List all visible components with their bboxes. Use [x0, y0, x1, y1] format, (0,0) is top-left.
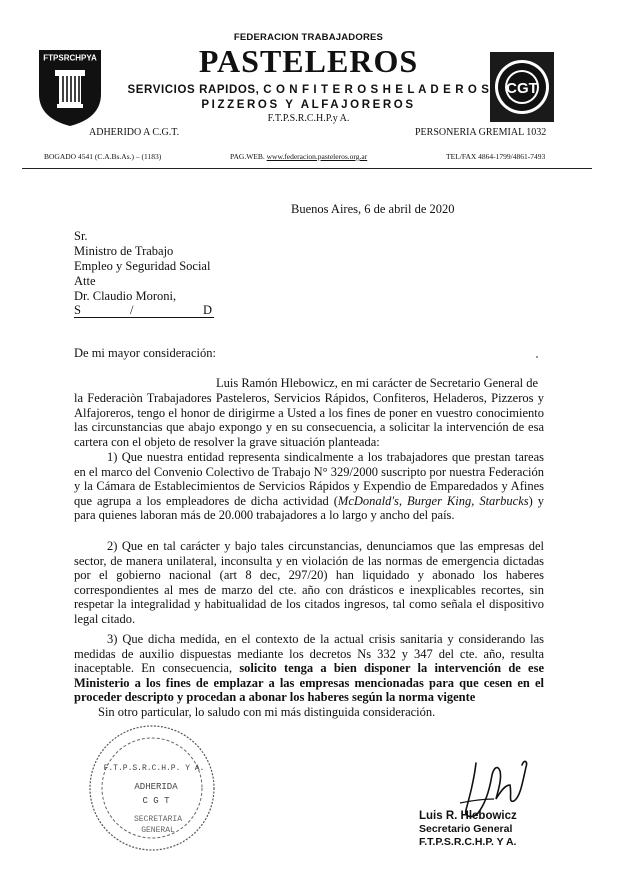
sd-line	[74, 303, 214, 318]
scan-speck	[536, 356, 538, 358]
signature-org: F.T.P.S.R.C.H.P. Y A.	[419, 836, 517, 848]
signature-block	[419, 810, 517, 849]
signature-name: Luis R. Hlebowicz	[419, 810, 517, 822]
seal-line-1: F.T.P.S.R.C.H.P. Y A.	[103, 764, 205, 773]
cgt-logo	[490, 52, 554, 122]
paragraph-3-text: 3) Que dicha medida, en el contexto de la actual crisis sanitaria y considerando las medidas de auxilio dispuestas mediante los decretos Ns 332 y 347 del cte. año, resulta inaceptable. En consecuencia,	[74, 632, 544, 676]
recipient-line-3: Empleo y Seguridad Social	[74, 259, 211, 273]
paragraph-2	[74, 539, 544, 627]
telephone: TEL/FAX 4864-1799/4861-7493	[446, 152, 546, 161]
address: BOGADO 4541 (C.A.Bs.As.) – (1183)	[44, 152, 162, 161]
paragraph-1-italic: McDonald's, Burger King, Starbucks	[337, 493, 529, 508]
personeria-label: PERSONERIA GREMIAL 1032	[415, 127, 547, 138]
paragraph-1	[74, 450, 544, 523]
sd-d: D	[202, 303, 212, 317]
intro-paragraph-text: la Federaciòn Trabajadores Pasteleros, Servicios Rápidos, Confiteros, Heladeros, Pizzeros y Alfajoreros, tengo el honor de dirigirme a Usted a los fines de poner en vuestro conocimiento las circunstancias que abajo expongo y en su consecuencia, a solicitar la intervención de esa cartera con el objeto de resolver la grave situación planteada:	[74, 391, 544, 449]
brand-title: PASTELEROS	[198, 43, 419, 79]
union-shield-logo	[37, 48, 103, 128]
seal-line-2: ADHERIDA	[134, 782, 178, 792]
logo-left-text: FTPSRCHPYA	[43, 53, 97, 63]
seal-line-4: SECRETARIA	[133, 815, 183, 824]
subtitle-line-1: SERVICIOS RAPIDOS, C O N F I T E R O S H E L A D E R O S	[127, 84, 490, 96]
stamp-seal	[86, 720, 218, 855]
paragraph-1-text-b: ) y para quienes laboran más de 20.000 trabajadores a lo largo y ancho del país.	[74, 493, 545, 523]
closing-line: Sin otro particular, lo saludo con mi más distinguida consideración.	[98, 705, 436, 719]
paragraph-1-text-a: 1) Que nuestra entidad representa sindicalmente a los trabajadores que prestan tareas en el marco del Convenio Colectivo de Trabajo N° 329/2000 suscripto por nuestra Federación y la Cámara de Establecimientos de Servicios Rápidos y Expendio de Emparedados y Afines que agrupa a los empleadores de dicha actividad (	[74, 450, 544, 508]
recipient-line-4: Atte	[74, 274, 96, 288]
seal-line-3: C G T	[142, 796, 170, 806]
recipient-line-2: Ministro de Trabajo	[74, 244, 174, 258]
sd-s: S	[74, 303, 81, 317]
letter-date: Buenos Aires, 6 de abril de 2020	[291, 202, 455, 216]
header-divider	[22, 168, 592, 169]
web-line	[230, 152, 367, 161]
intro-paragraph	[74, 391, 544, 449]
acronym: F.T.P.S.R.C.H.P.y A.	[267, 113, 350, 124]
federation-label: FEDERACION TRABAJADORES	[233, 32, 384, 43]
recipient-line-1: Sr.	[74, 229, 88, 243]
paragraph-3-bold: solicito tenga a bien disponer la intervención de ese Ministerio a los fines de emplazar a las empresas mencionadas para que cesen en el proceder descripto y procedan a abonar los haberes según la norma vigente	[74, 661, 544, 705]
subtitle-line-2: PIZZEROS Y ALFAJOREROS	[201, 99, 416, 111]
recipient-line-5: Dr. Claudio Moroni,	[74, 289, 177, 303]
salutation: De mi mayor consideración:	[74, 346, 216, 360]
paragraph-2-text: 2) Que en tal carácter y bajo tales circunstancias, denunciamos que las empresas del sector, de manera unilateral, inconsulta y en violación de las normas de emergencia dictadas por el gobierno nacional (art 8 dec, 297/20) han liquidado y abonado los haberes correspondientes al mes de marzo del cte. año con drásticos e inexplicables recortes, sin respetar la integralidad y habitualidad de los citados ingresos, tal como señala el dispositivo legal citado.	[74, 539, 544, 626]
signature-title: Secretario General	[419, 823, 513, 835]
web-link[interactable]: www.federacion.pasteleros.org.ar	[266, 152, 368, 161]
sd-slash: /	[130, 303, 134, 317]
adherido-label: ADHERIDO A C.G.T.	[89, 127, 180, 138]
intro-first-line: Luis Ramón Hlebowicz, en mi carácter de Secretario General de	[216, 376, 539, 390]
web-label: PAG.WEB.	[230, 152, 267, 161]
paragraph-3	[74, 632, 544, 705]
seal-line-5: GENERAL	[141, 826, 175, 835]
logo-right-text: CGT	[506, 80, 538, 97]
